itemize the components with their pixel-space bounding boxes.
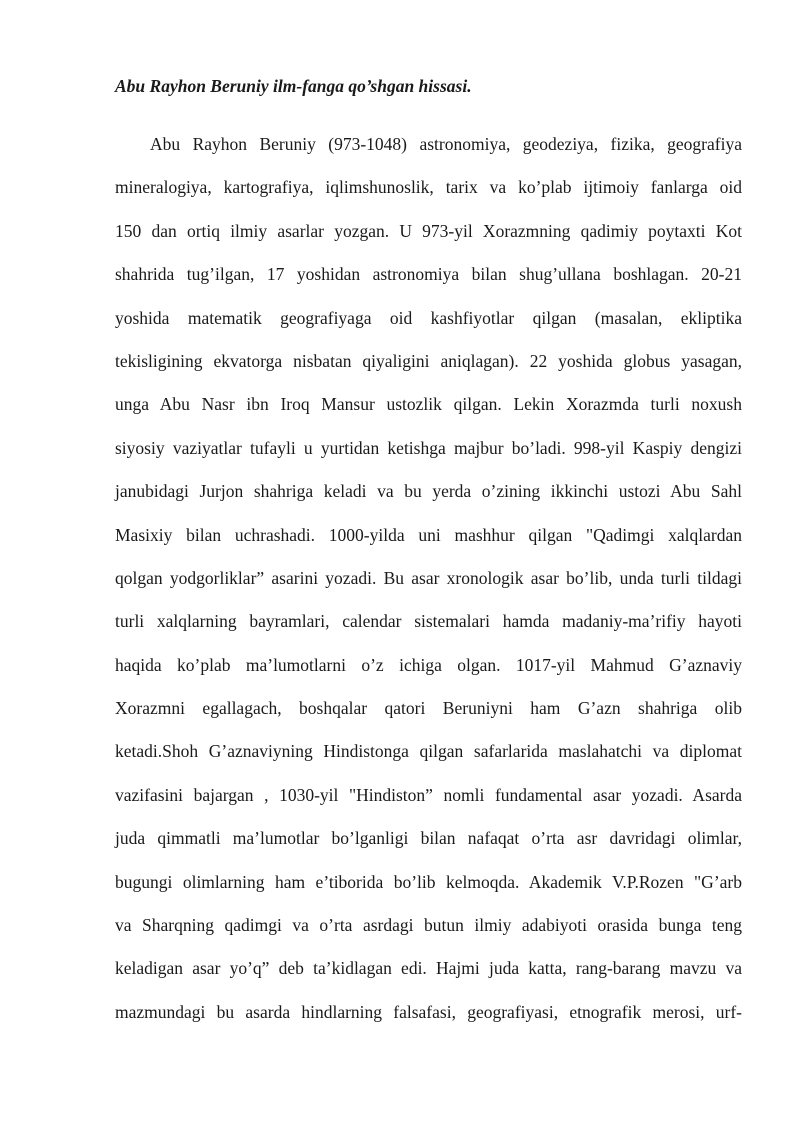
paragraph-line: shahrida tug’ilgan, 17 yoshidan astronomiya bilan shug’ullana boshlagan. 20-21 [115, 264, 742, 285]
paragraph-line: 150 dan ortiq ilmiy asarlar yozgan. U 973-yil Xorazmning qadimiy poytaxti Kot [115, 220, 742, 241]
paragraph-line: ketadi.Shoh G’aznaviyning Hindistonga qilgan safarlarida maslahatchi va diplomat [115, 741, 742, 762]
paragraph-line: mineralogiya, kartografiya, iqlimshunoslik, tarix va ko’plab ijtimoiy fanlarga oid [115, 177, 742, 198]
body-paragraph [115, 131, 742, 1042]
document-title: Abu Rayhon Beruniy ilm-fanga qo’shgan hissasi. [115, 76, 472, 96]
paragraph-line: vazifasini bajargan , 1030-yil "Hindiston” nomli fundamental asar yozadi. Asarda [115, 784, 742, 805]
paragraph-line: bugungi olimlarning ham e’tiborida bo’lib kelmoqda. Akademik V.P.Rozen "G’arb [115, 871, 742, 892]
paragraph-line: mazmundagi bu asarda hindlarning falsafasi, geografiyasi, etnografik merosi, urf- [115, 1001, 742, 1022]
paragraph-line: keladigan asar yo’q” deb ta’kidlagan edi. Hajmi juda katta, rang-barang mavzu va [115, 958, 742, 979]
paragraph-line: haqida ko’plab ma’lumotlarni o’z ichiga olgan. 1017-yil Mahmud G’aznaviy [115, 654, 742, 675]
paragraph-line: turli xalqlarning bayramlari, calendar sistemalari hamda madaniy-ma’rifiy hayoti [115, 611, 742, 632]
paragraph-line: va Sharqning qadimgi va o’rta asrdagi butun ilmiy adabiyoti orasida bunga teng [115, 915, 742, 936]
paragraph-line: Xorazmni egallagach, boshqalar qatori Beruniyni ham G’azn shahriga olib [115, 698, 742, 719]
paragraph-line: yoshida matematik geografiyaga oid kashfiyotlar qilgan (masalan, ekliptika [115, 307, 742, 328]
paragraph-line: unga Abu Nasr ibn Iroq Mansur ustozlik qilgan. Lekin Xorazmda turli noxush [115, 394, 742, 415]
paragraph-line: siyosiy vaziyatlar tufayli u yurtidan ketishga majbur bo’ladi. 998-yil Kaspiy dengizi [115, 437, 742, 458]
paragraph-line: janubidagi Jurjon shahriga keladi va bu yerda o’zining ikkinchi ustozi Abu Sahl [115, 481, 742, 502]
paragraph-line: tekisligining ekvatorga nisbatan qiyaligini aniqlagan). 22 yoshida globus yasagan, [115, 350, 742, 371]
paragraph-line: Masixiy bilan uchrashadi. 1000-yilda uni mashhur qilgan "Qadimgi xalqlardan [115, 524, 742, 545]
paragraph-line: Abu Rayhon Beruniy (973-1048) astronomiya, geodeziya, fizika, geografiya [150, 134, 742, 154]
paragraph-line: qolgan yodgorliklar” asarini yozadi. Bu asar xronologik asar bo’lib, unda turli tildagi [115, 567, 742, 588]
paragraph-line: juda qimmatli ma’lumotlar bo’lganligi bilan nafaqat o’rta asr davridagi olimlar, [115, 828, 742, 849]
